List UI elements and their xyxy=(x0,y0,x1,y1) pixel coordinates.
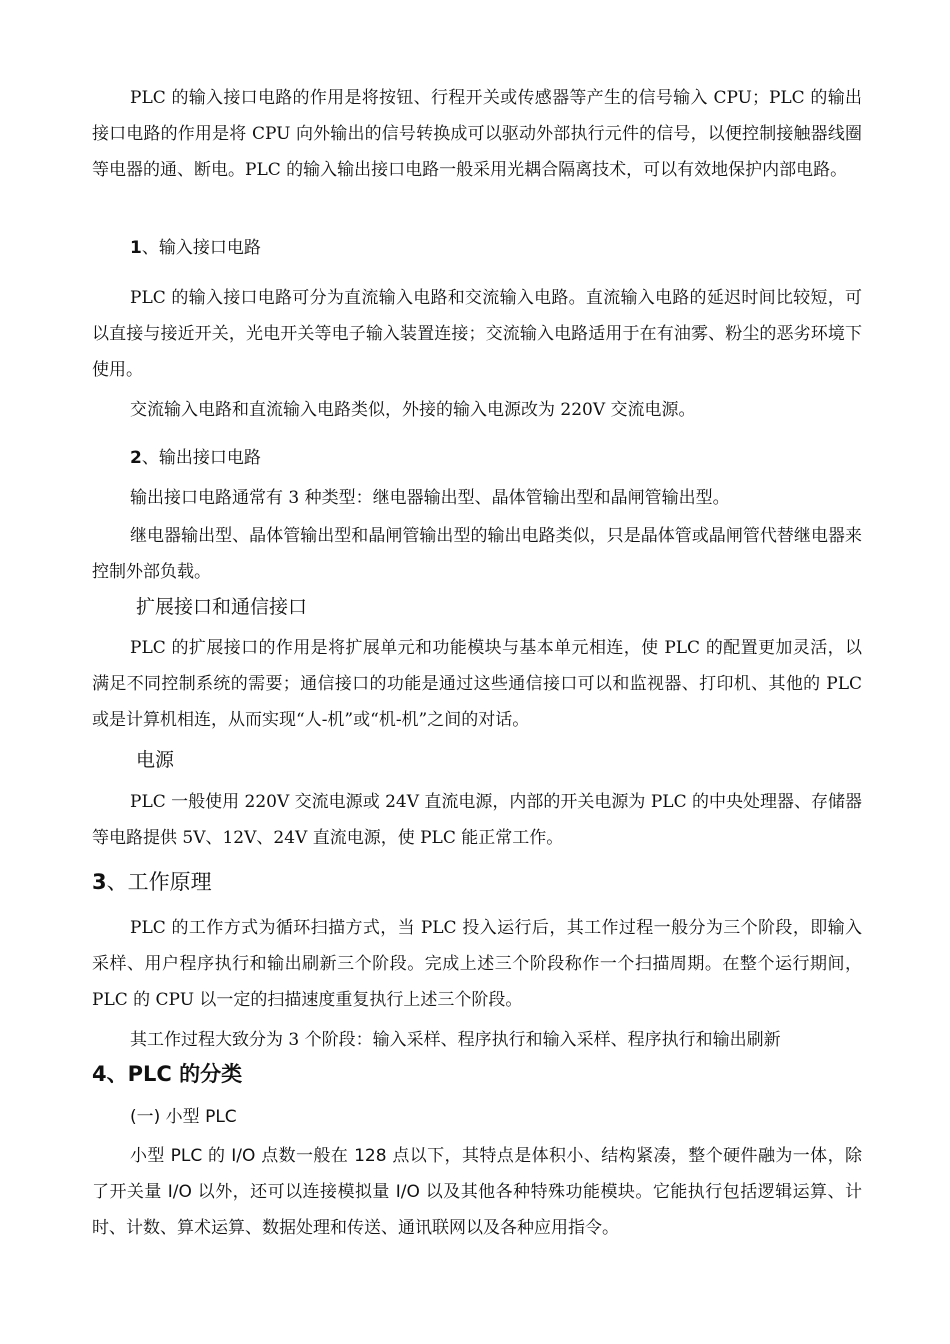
paragraph-output-types: 输出接口电路通常有 3 种类型：继电器输出型、晶体管输出型和晶闸管输出型。 xyxy=(130,488,730,508)
heading-power-supply: 电源 xyxy=(136,749,175,771)
paragraph-ac-input: 交流输入电路和直流输入电路类似，外接的输入电源改为 220V 交流电源。 xyxy=(130,400,696,420)
paragraph-power: PLC 一般使用 220V 交流电源或 24V 直流电源，内部的开关电源为 PLC 的中央处理器、存储器等电路提供 5V、12V、24V 直流电源，使 PLC 能正常工作。 xyxy=(92,792,862,848)
heading-text: 、输出接口电路 xyxy=(141,448,261,468)
paragraph-output-circuits: 继电器输出型、晶体管输出型和晶闸管输出型的输出电路类似，只是晶体管或晶闸管代替继电器来控制外部负载。 xyxy=(92,526,862,582)
paragraph-small-plc: 小型 PLC 的 I/O 点数一般在 128 点以下，其特点是体积小、结构紧凑，整个硬件融为一体，除了开关量 I/O 以外，还可以连接模拟量 I/O 以及其他各种特殊功能模块。它能执行包括逻辑运算、计时、计数、算术运算、数据处理和传送、通讯联网以及各种应用指令。 xyxy=(92,1146,862,1238)
heading-working-principle xyxy=(92,866,212,898)
heading-plc-classification xyxy=(92,1058,242,1090)
paragraph-scan-mode: PLC 的工作方式为循环扫描方式，当 PLC 投入运行后，其工作过程一般分为三个阶段，即输入采样、用户程序执行和输出刷新三个阶段。完成上述三个阶段称作一个扫描周期。在整个运行期间，PLC 的 CPU 以一定的扫描速度重复执行上述三个阶段。 xyxy=(92,918,862,1010)
heading-number: 2 xyxy=(130,448,142,468)
heading-small-plc: (一) 小型 PLC xyxy=(130,1107,237,1127)
paragraph-three-stages: 其工作过程大致分为 3 个阶段：输入采样、程序执行和输入采样、程序执行和输出刷新 xyxy=(130,1030,781,1050)
heading-number: 1 xyxy=(130,238,142,258)
heading-output-interface xyxy=(130,443,261,473)
heading-text: 、PLC 的分类 xyxy=(106,1062,243,1086)
heading-input-interface xyxy=(130,233,261,263)
paragraph-expansion: PLC 的扩展接口的作用是将扩展单元和功能模块与基本单元相连，使 PLC 的配置更加灵活，以满足不同控制系统的需要；通信接口的功能是通过这些通信接口可以和监视器、打印机、其他的 PLC 或是计算机相连，从而实现“人-机”或“机-机”之间的对话。 xyxy=(92,638,862,730)
heading-number: 3 xyxy=(92,870,107,894)
paragraph-input-circuits: PLC 的输入接口电路可分为直流输入电路和交流输入电路。直流输入电路的延迟时间比较短，可以直接与接近开关，光电开关等电子输入装置连接；交流输入电路适用于在有油雾、粉尘的恶劣环境下使用。 xyxy=(92,288,862,380)
paragraph-io-interface: PLC 的输入接口电路的作用是将按钮、行程开关或传感器等产生的信号输入 CPU；PLC 的输出接口电路的作用是将 CPU 向外输出的信号转换成可以驱动外部执行元件的信号，以便控制接触器线圈等电器的通、断电。PLC 的输入输出接口电路一般采用光耦合隔离技术，可以有效地保护内部电路。 xyxy=(92,88,862,180)
heading-text: 、工作原理 xyxy=(106,870,212,894)
heading-text: 、输入接口电路 xyxy=(141,238,261,258)
heading-number: 4 xyxy=(92,1062,107,1086)
heading-expansion-communication: 扩展接口和通信接口 xyxy=(136,596,308,618)
